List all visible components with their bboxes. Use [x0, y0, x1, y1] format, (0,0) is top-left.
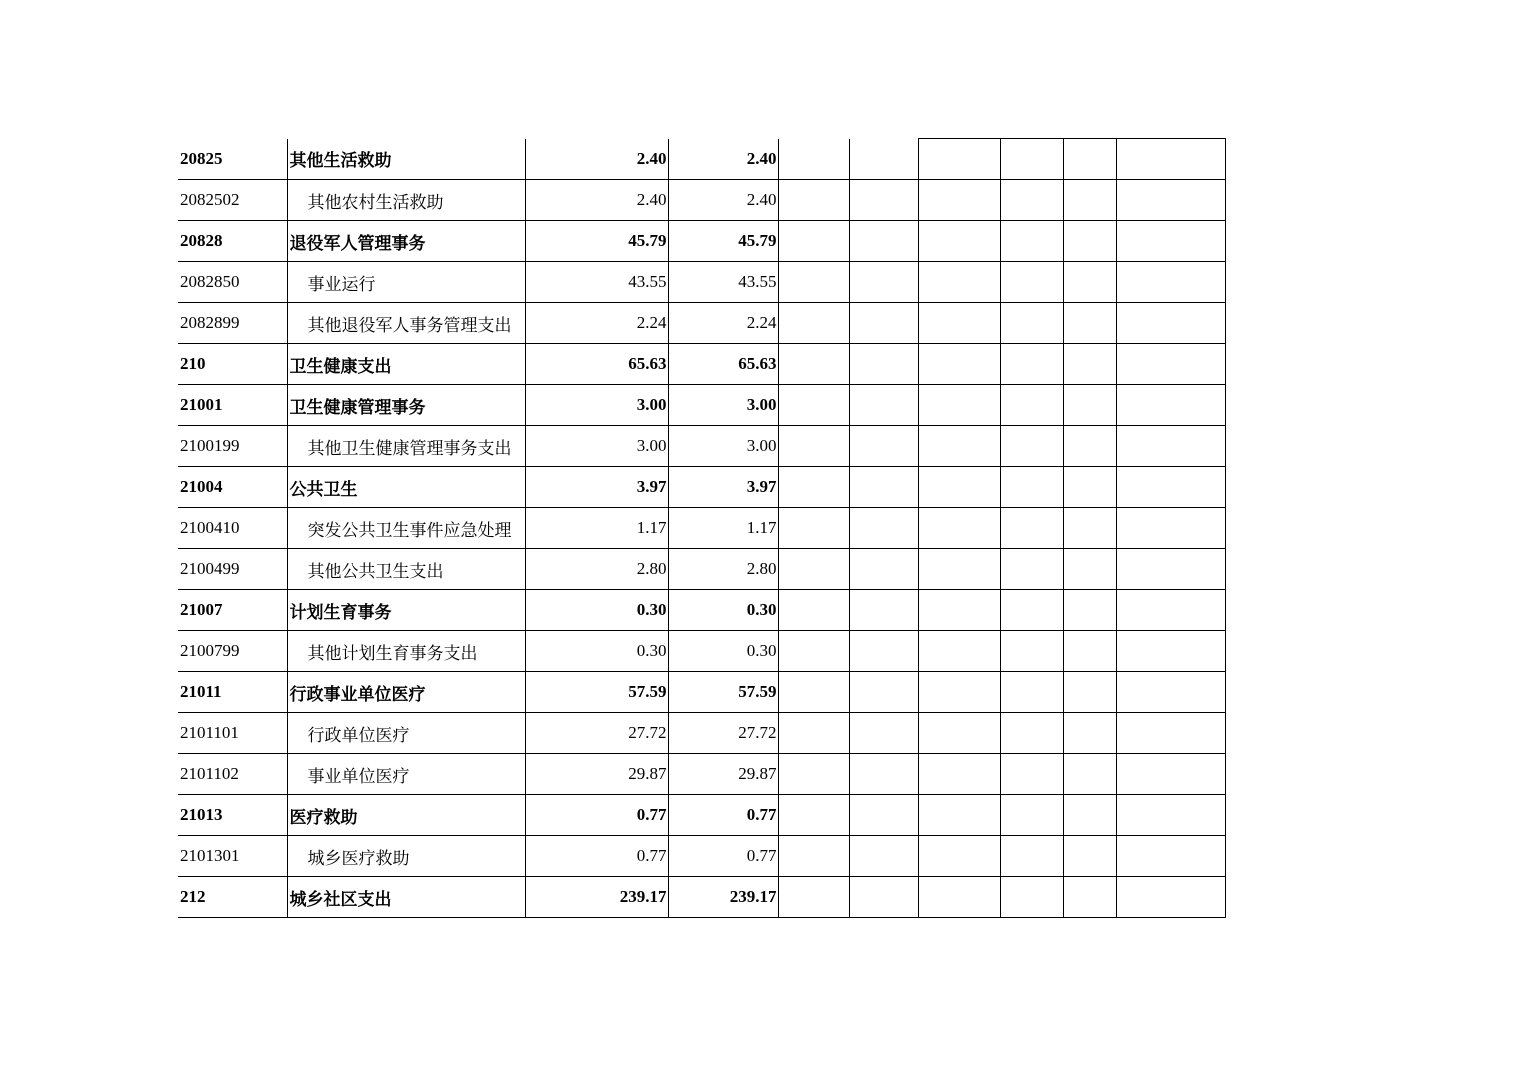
empty-cell: [778, 426, 849, 467]
empty-cell: [778, 467, 849, 508]
subject-name-cell: 城乡社区支出: [287, 877, 525, 918]
table-row: [178, 631, 1225, 672]
empty-cell: [1063, 262, 1116, 303]
empty-cell: [849, 303, 918, 344]
empty-cell: [849, 549, 918, 590]
basic-amount-cell: 45.79: [668, 221, 778, 262]
empty-cell: [1000, 262, 1063, 303]
subject-code-cell: 21001: [178, 385, 287, 426]
subject-name-cell: 事业运行: [287, 262, 525, 303]
empty-cell: [1000, 631, 1063, 672]
total-amount-cell: 3.00: [525, 385, 668, 426]
total-amount-cell: 27.72: [525, 713, 668, 754]
table-row: [178, 508, 1225, 549]
empty-cell: [1063, 221, 1116, 262]
empty-cell: [918, 139, 1000, 180]
subject-code-cell: 2082502: [178, 180, 287, 221]
empty-cell: [918, 426, 1000, 467]
empty-cell: [778, 180, 849, 221]
empty-cell: [1063, 713, 1116, 754]
empty-cell: [1000, 549, 1063, 590]
empty-cell: [1116, 549, 1225, 590]
empty-cell: [1116, 303, 1225, 344]
empty-cell: [778, 713, 849, 754]
empty-cell: [1063, 795, 1116, 836]
empty-cell: [1063, 754, 1116, 795]
table-row: [178, 303, 1225, 344]
empty-cell: [918, 385, 1000, 426]
basic-amount-cell: 1.17: [668, 508, 778, 549]
total-amount-cell: 29.87: [525, 754, 668, 795]
subject-code-cell: 20828: [178, 221, 287, 262]
basic-amount-cell: 0.30: [668, 590, 778, 631]
table-row: [178, 590, 1225, 631]
table-row: [178, 836, 1225, 877]
basic-amount-cell: 2.24: [668, 303, 778, 344]
empty-cell: [1116, 344, 1225, 385]
basic-amount-cell: 0.30: [668, 631, 778, 672]
subject-name-cell: 行政事业单位医疗: [287, 672, 525, 713]
table-row: [178, 467, 1225, 508]
empty-cell: [1116, 672, 1225, 713]
empty-cell: [778, 262, 849, 303]
empty-cell: [1063, 508, 1116, 549]
empty-cell: [1116, 180, 1225, 221]
empty-cell: [1063, 385, 1116, 426]
table-row: [178, 221, 1225, 262]
empty-cell: [1116, 385, 1225, 426]
basic-amount-cell: 0.77: [668, 795, 778, 836]
empty-cell: [778, 754, 849, 795]
subject-code-cell: 2101102: [178, 754, 287, 795]
total-amount-cell: 1.17: [525, 508, 668, 549]
empty-cell: [1000, 672, 1063, 713]
subject-name-cell: 突发公共卫生事件应急处理: [287, 508, 525, 549]
empty-cell: [918, 549, 1000, 590]
total-amount-cell: 2.24: [525, 303, 668, 344]
empty-cell: [1063, 836, 1116, 877]
subject-code-cell: 21013: [178, 795, 287, 836]
empty-cell: [778, 836, 849, 877]
empty-cell: [1000, 713, 1063, 754]
empty-cell: [849, 836, 918, 877]
basic-amount-cell: 27.72: [668, 713, 778, 754]
empty-cell: [778, 631, 849, 672]
empty-cell: [778, 385, 849, 426]
basic-amount-cell: 0.77: [668, 836, 778, 877]
subject-code-cell: 2100499: [178, 549, 287, 590]
empty-cell: [918, 590, 1000, 631]
empty-cell: [1116, 877, 1225, 918]
basic-amount-cell: 2.80: [668, 549, 778, 590]
table-row: [178, 426, 1225, 467]
empty-cell: [778, 139, 849, 180]
subject-name-cell: 事业单位医疗: [287, 754, 525, 795]
subject-name-cell: 其他计划生育事务支出: [287, 631, 525, 672]
table-body: [178, 139, 1225, 918]
total-amount-cell: 45.79: [525, 221, 668, 262]
table-row: [178, 344, 1225, 385]
empty-cell: [1063, 426, 1116, 467]
total-amount-cell: 0.77: [525, 836, 668, 877]
empty-cell: [1116, 713, 1225, 754]
total-amount-cell: 0.30: [525, 631, 668, 672]
basic-amount-cell: 2.40: [668, 180, 778, 221]
basic-amount-cell: 3.97: [668, 467, 778, 508]
table-row: [178, 877, 1225, 918]
empty-cell: [849, 139, 918, 180]
empty-cell: [849, 590, 918, 631]
empty-cell: [1000, 877, 1063, 918]
empty-cell: [1116, 836, 1225, 877]
subject-code-cell: 2100410: [178, 508, 287, 549]
table-row: [178, 139, 1225, 180]
empty-cell: [918, 262, 1000, 303]
basic-amount-cell: 43.55: [668, 262, 778, 303]
empty-cell: [918, 221, 1000, 262]
empty-cell: [1116, 508, 1225, 549]
empty-cell: [1000, 139, 1063, 180]
empty-cell: [849, 877, 918, 918]
empty-cell: [1116, 221, 1225, 262]
subject-code-cell: 2082899: [178, 303, 287, 344]
empty-cell: [918, 467, 1000, 508]
table-row: [178, 754, 1225, 795]
subject-name-cell: 计划生育事务: [287, 590, 525, 631]
budget-table: [178, 138, 1226, 918]
empty-cell: [778, 221, 849, 262]
table-row: [178, 713, 1225, 754]
empty-cell: [778, 590, 849, 631]
empty-cell: [1000, 836, 1063, 877]
total-amount-cell: 0.77: [525, 795, 668, 836]
empty-cell: [1063, 631, 1116, 672]
total-amount-cell: 2.40: [525, 180, 668, 221]
subject-name-cell: 公共卫生: [287, 467, 525, 508]
empty-cell: [918, 631, 1000, 672]
basic-amount-cell: 239.17: [668, 877, 778, 918]
empty-cell: [1063, 877, 1116, 918]
subject-code-cell: 2100199: [178, 426, 287, 467]
basic-amount-cell: 29.87: [668, 754, 778, 795]
subject-name-cell: 卫生健康支出: [287, 344, 525, 385]
empty-cell: [1000, 303, 1063, 344]
subject-name-cell: 其他农村生活救助: [287, 180, 525, 221]
empty-cell: [849, 262, 918, 303]
empty-cell: [918, 508, 1000, 549]
empty-cell: [1063, 590, 1116, 631]
empty-cell: [1116, 754, 1225, 795]
empty-cell: [849, 467, 918, 508]
subject-name-cell: 其他公共卫生支出: [287, 549, 525, 590]
basic-amount-cell: 57.59: [668, 672, 778, 713]
subject-name-cell: 其他生活救助: [287, 139, 525, 180]
empty-cell: [778, 344, 849, 385]
table-row: [178, 385, 1225, 426]
total-amount-cell: 239.17: [525, 877, 668, 918]
empty-cell: [1000, 180, 1063, 221]
empty-cell: [1063, 467, 1116, 508]
empty-cell: [1000, 590, 1063, 631]
total-amount-cell: 0.30: [525, 590, 668, 631]
empty-cell: [849, 344, 918, 385]
empty-cell: [1000, 467, 1063, 508]
subject-code-cell: 2101101: [178, 713, 287, 754]
empty-cell: [1116, 426, 1225, 467]
subject-code-cell: 2082850: [178, 262, 287, 303]
empty-cell: [1063, 180, 1116, 221]
total-amount-cell: 65.63: [525, 344, 668, 385]
empty-cell: [849, 713, 918, 754]
subject-name-cell: 其他退役军人事务管理支出: [287, 303, 525, 344]
subject-code-cell: 21004: [178, 467, 287, 508]
empty-cell: [1000, 754, 1063, 795]
empty-cell: [849, 631, 918, 672]
table-row: [178, 262, 1225, 303]
empty-cell: [918, 877, 1000, 918]
subject-code-cell: 2100799: [178, 631, 287, 672]
empty-cell: [849, 672, 918, 713]
empty-cell: [778, 303, 849, 344]
table-row: [178, 180, 1225, 221]
empty-cell: [849, 221, 918, 262]
total-amount-cell: 57.59: [525, 672, 668, 713]
empty-cell: [1000, 426, 1063, 467]
empty-cell: [918, 180, 1000, 221]
empty-cell: [778, 795, 849, 836]
subject-name-cell: 医疗救助: [287, 795, 525, 836]
subject-code-cell: 21007: [178, 590, 287, 631]
empty-cell: [778, 672, 849, 713]
empty-cell: [1116, 590, 1225, 631]
empty-cell: [1000, 795, 1063, 836]
empty-cell: [1116, 139, 1225, 180]
empty-cell: [1063, 672, 1116, 713]
empty-cell: [918, 836, 1000, 877]
empty-cell: [778, 508, 849, 549]
table-row: [178, 672, 1225, 713]
subject-name-cell: 城乡医疗救助: [287, 836, 525, 877]
empty-cell: [849, 426, 918, 467]
empty-cell: [849, 754, 918, 795]
basic-amount-cell: 65.63: [668, 344, 778, 385]
subject-name-cell: 卫生健康管理事务: [287, 385, 525, 426]
empty-cell: [1063, 303, 1116, 344]
subject-code-cell: 20825: [178, 139, 287, 180]
basic-amount-cell: 3.00: [668, 385, 778, 426]
subject-code-cell: 212: [178, 877, 287, 918]
empty-cell: [849, 385, 918, 426]
empty-cell: [1116, 795, 1225, 836]
empty-cell: [1116, 467, 1225, 508]
subject-code-cell: 2101301: [178, 836, 287, 877]
subject-name-cell: 退役军人管理事务: [287, 221, 525, 262]
empty-cell: [1000, 385, 1063, 426]
empty-cell: [778, 877, 849, 918]
subject-name-cell: 行政单位医疗: [287, 713, 525, 754]
subject-code-cell: 21011: [178, 672, 287, 713]
table-row: [178, 549, 1225, 590]
empty-cell: [849, 795, 918, 836]
empty-cell: [1063, 549, 1116, 590]
total-amount-cell: 3.00: [525, 426, 668, 467]
empty-cell: [918, 672, 1000, 713]
empty-cell: [1000, 508, 1063, 549]
empty-cell: [918, 713, 1000, 754]
total-amount-cell: 2.80: [525, 549, 668, 590]
subject-name-cell: 其他卫生健康管理事务支出: [287, 426, 525, 467]
empty-cell: [918, 795, 1000, 836]
empty-cell: [778, 549, 849, 590]
total-amount-cell: 43.55: [525, 262, 668, 303]
table-row: [178, 795, 1225, 836]
empty-cell: [849, 180, 918, 221]
subject-code-cell: 210: [178, 344, 287, 385]
empty-cell: [1063, 139, 1116, 180]
total-amount-cell: 2.40: [525, 139, 668, 180]
basic-amount-cell: 3.00: [668, 426, 778, 467]
empty-cell: [849, 508, 918, 549]
empty-cell: [1000, 344, 1063, 385]
empty-cell: [1116, 262, 1225, 303]
empty-cell: [918, 344, 1000, 385]
empty-cell: [1000, 221, 1063, 262]
empty-cell: [1063, 344, 1116, 385]
empty-cell: [918, 303, 1000, 344]
empty-cell: [918, 754, 1000, 795]
total-amount-cell: 3.97: [525, 467, 668, 508]
basic-amount-cell: 2.40: [668, 139, 778, 180]
empty-cell: [1116, 631, 1225, 672]
